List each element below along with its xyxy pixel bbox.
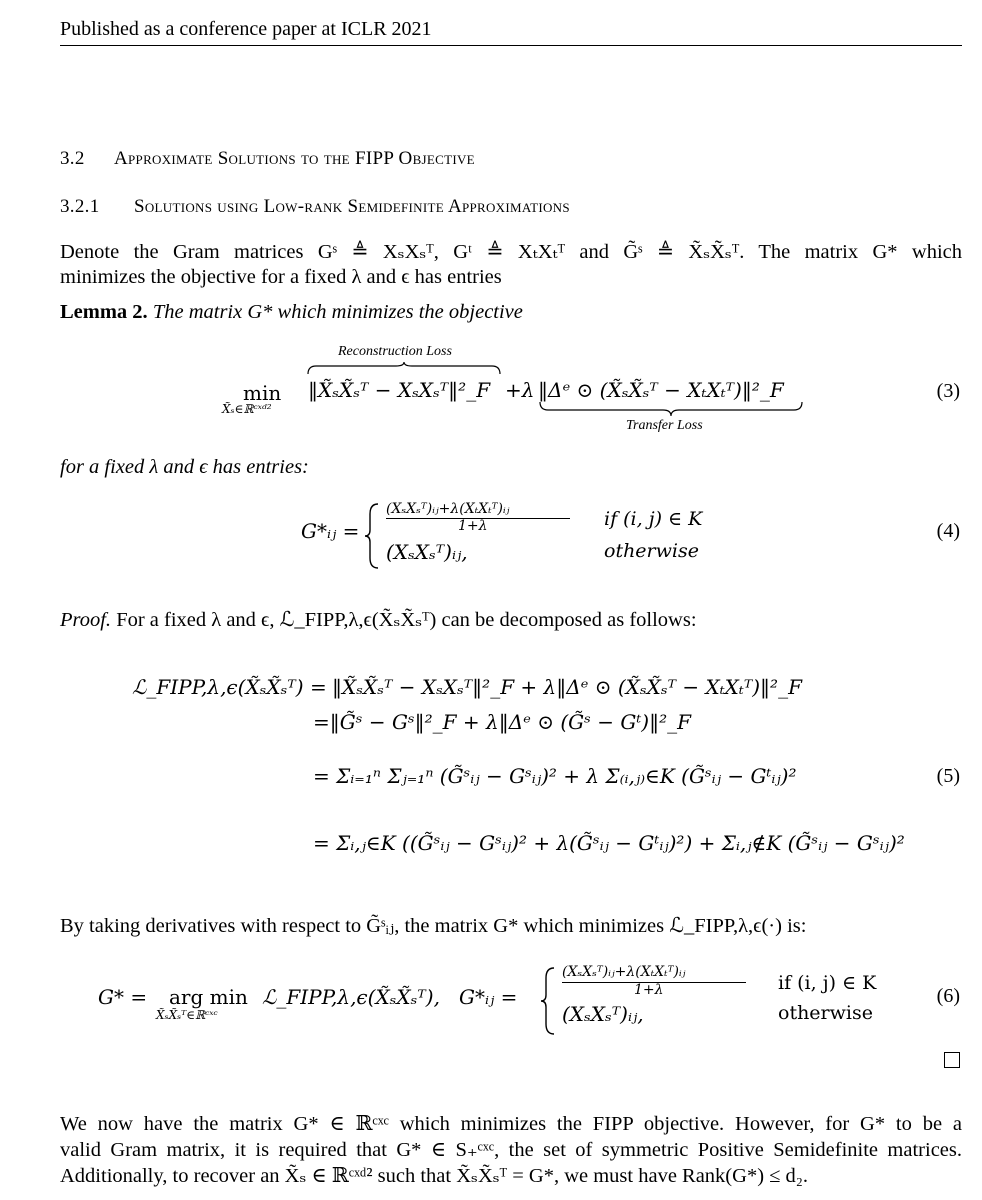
eq3-min-subscript: X̃ₛ∈ℝᶜˣᵈ² xyxy=(222,402,272,416)
eq4-number: (4) xyxy=(936,520,960,542)
eq5-line-3: = Σᵢ₌₁ⁿ Σⱼ₌₁ⁿ (G̃ˢᵢⱼ − Gˢᵢⱼ)² + λ Σ₍ᵢ,ⱼ₎∈K (G̃ˢᵢⱼ − Gᵗᵢⱼ)² xyxy=(313,764,797,788)
lemma-label: Lemma 2. xyxy=(60,301,148,323)
eq5-line-4: = Σᵢ,ⱼ∈K ((G̃ˢᵢⱼ − Gˢᵢⱼ)² + λ(G̃ˢᵢⱼ − Gᵗᵢⱼ)²) + Σᵢ,ⱼ∉K (G̃ˢᵢⱼ − Gˢᵢⱼ)² xyxy=(313,831,905,855)
eq3-transfer-term: ‖Δᵉ ⊙ (X̃ₛX̃ₛᵀ − XₜXₜᵀ)‖²_F xyxy=(538,378,784,402)
eq4-lhs: G*ᵢⱼ = xyxy=(301,519,360,543)
section-number: 3.2 xyxy=(60,148,85,169)
eq6-left-brace xyxy=(540,966,556,1036)
closing-line-2: valid Gram matrix, it is required that G* ∈ S₊ᶜˣᶜ, the set of symmetric Positive Semidefinite matrices. xyxy=(60,1139,962,1161)
qed-square xyxy=(944,1052,960,1068)
eq6-argmin: arg min xyxy=(169,985,248,1009)
subsection-number: 3.2.1 xyxy=(60,196,100,217)
eq4-case2: (XₛXₛᵀ)ᵢⱼ, xyxy=(386,540,468,564)
eq6-loss: ℒ_FIPP,λ,ϵ(X̃ₛX̃ₛᵀ), xyxy=(262,985,440,1009)
closing-line-3: Additionally, to recover an X̃ₛ ∈ ℝᶜˣᵈ² such that X̃ₛX̃ₛᵀ = G*, we must have Rank(G*) ≤ d₂. xyxy=(60,1165,809,1187)
for-fixed-text: for a fixed λ and ϵ has entries: xyxy=(60,456,309,478)
eq5-lhs: ℒ_FIPP,λ,ϵ(X̃ₛX̃ₛᵀ) = xyxy=(132,675,327,699)
eq3-transfer-label: Transfer Loss xyxy=(626,418,703,433)
eq3-overbrace xyxy=(306,362,502,376)
lemma-text: The matrix G* which minimizes the objective xyxy=(152,301,523,323)
eq3-plus-lambda: +λ xyxy=(505,378,535,402)
eq3-reconstruction-term: ‖X̃ₛX̃ₛᵀ − XₛXₛᵀ‖²_F xyxy=(308,378,491,402)
eq4-case1-condition: if (i, j) ∈ K xyxy=(604,508,703,530)
lemma-statement xyxy=(60,300,962,324)
proof-label: Proof. xyxy=(60,609,112,631)
running-header: Published as a conference paper at ICLR 2021 xyxy=(60,18,962,46)
eq6-case1-condition: if (i, j) ∈ K xyxy=(778,972,877,994)
eq6-case2-condition: otherwise xyxy=(778,1002,873,1024)
eq4-left-brace xyxy=(364,502,380,570)
closing-line-1: We now have the matrix G* ∈ ℝᶜˣᶜ which minimizes the FIPP objective. However, for G* to be a xyxy=(60,1113,962,1135)
proof-text: For a fixed λ and ϵ, ℒ_FIPP,λ,ϵ(X̃ₛX̃ₛᵀ) can be decomposed as follows: xyxy=(116,609,697,631)
eq5-number: (5) xyxy=(936,765,960,787)
proof-line xyxy=(60,608,962,632)
eq4-case2-condition: otherwise xyxy=(604,540,699,562)
derivative-text: By taking derivatives with respect to G̃ˢᵢⱼ, the matrix G* which minimizes ℒ_FIPP,λ,ϵ(·) is: xyxy=(60,915,807,937)
eq3-number: (3) xyxy=(936,380,960,402)
eq6-case1-numerator: (XₛXₛᵀ)ᵢⱼ+λ(XₜXₜᵀ)ᵢⱼ xyxy=(562,964,686,980)
eq5-line-1: ‖X̃ₛX̃ₛᵀ − XₛXₛᵀ‖²_F + λ‖Δᵉ ⊙ (X̃ₛX̃ₛᵀ − XₜXₜᵀ)‖²_F xyxy=(332,675,802,699)
eq3-reconstruction-label: Reconstruction Loss xyxy=(338,344,452,359)
eq4-case1-numerator: (XₛXₛᵀ)ᵢⱼ+λ(XₜXₜᵀ)ᵢⱼ xyxy=(386,501,510,517)
eq5-line-2: =‖G̃ˢ − Gˢ‖²_F + λ‖Δᵉ ⊙ (G̃ˢ − Gᵗ)‖²_F xyxy=(313,710,691,734)
eq6-case2: (XₛXₛᵀ)ᵢⱼ, xyxy=(562,1002,644,1026)
eq6-number: (6) xyxy=(936,985,960,1007)
eq3-underbrace xyxy=(538,402,804,416)
subsection-heading xyxy=(60,196,570,218)
section-title: Approximate Solutions to the FIPP Objective xyxy=(114,148,475,169)
section-heading xyxy=(60,148,475,170)
intro-line-2: minimizes the objective for a fixed λ and ϵ has entries xyxy=(60,266,502,288)
eq3-min: min xyxy=(243,381,282,405)
eq6-lhs: G* = xyxy=(98,985,148,1009)
eq4-case1-denominator: 1+λ xyxy=(458,518,488,534)
subsection-title: Solutions using Low-rank Semidefinite Approximations xyxy=(134,196,570,217)
eq6-argmin-subscript: X̃ₛX̃ₛᵀ∈ℝᶜˣᶜ xyxy=(156,1008,218,1022)
eq6-case1-denominator: 1+λ xyxy=(634,982,664,998)
intro-line-1: Denote the Gram matrices Gˢ ≜ XₛXₛᵀ, Gᵗ ≜ XₜXₜᵀ and G̃ˢ ≜ X̃ₛX̃ₛᵀ. The matrix G* which xyxy=(60,241,962,263)
eq6-gij: G*ᵢⱼ = xyxy=(459,985,518,1009)
